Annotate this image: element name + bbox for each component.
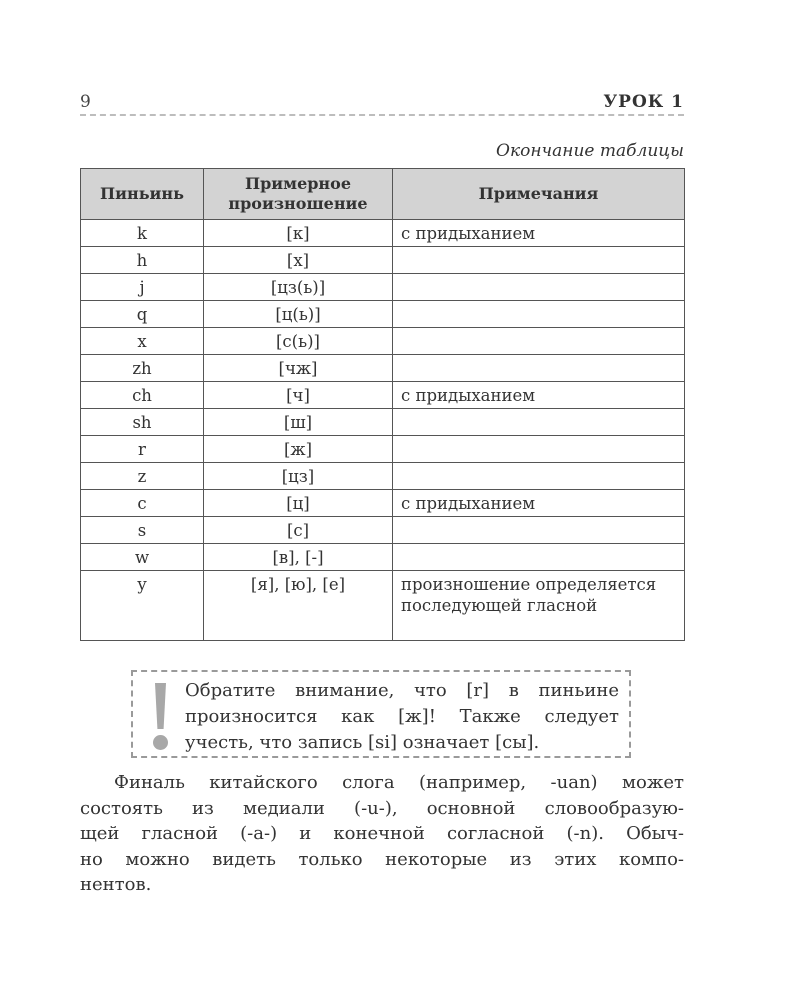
table-header-row xyxy=(81,169,685,220)
table-row xyxy=(81,301,685,328)
pronunciation-cell: [ж] xyxy=(204,436,393,463)
paragraph-line: но можно видеть только некоторые из этих компо- xyxy=(80,848,684,870)
pinyin-cell: zh xyxy=(81,355,204,382)
pinyin-cell: z xyxy=(81,463,204,490)
pronunciation-cell: [с] xyxy=(204,517,393,544)
pinyin-cell: j xyxy=(81,274,204,301)
pinyin-cell: h xyxy=(81,247,204,274)
table-row xyxy=(81,463,685,490)
note-cell xyxy=(393,409,685,436)
note-cell xyxy=(393,517,685,544)
table-row xyxy=(81,490,685,517)
pinyin-cell: r xyxy=(81,436,204,463)
note-line: учесть, что запись [si] означает [сы]. xyxy=(185,732,540,753)
table-row xyxy=(81,220,685,247)
note-cell: произношение определяется последующей гласной xyxy=(393,571,685,641)
note-cell xyxy=(393,328,685,355)
header-divider xyxy=(80,114,684,116)
attention-note xyxy=(131,670,631,758)
pronunciation-cell: [я], [ю], [е] xyxy=(204,571,393,641)
note-cell: с придыханием xyxy=(393,220,685,247)
pinyin-cell: k xyxy=(81,220,204,247)
table-caption: Окончание таблицы xyxy=(496,141,684,161)
table-row xyxy=(81,409,685,436)
pronunciation-cell: [с(ь)] xyxy=(204,328,393,355)
table-row xyxy=(81,328,685,355)
note-cell xyxy=(393,274,685,301)
note-line: произносится как [ж]! Также следует xyxy=(185,706,619,727)
table-row xyxy=(81,247,685,274)
pinyin-cell: s xyxy=(81,517,204,544)
table-row xyxy=(81,571,685,641)
pinyin-cell: ch xyxy=(81,382,204,409)
lesson-title: УРОК 1 xyxy=(603,92,684,112)
pinyin-cell: q xyxy=(81,301,204,328)
header-notes: Примечания xyxy=(393,169,685,220)
pronunciation-cell: [цз] xyxy=(204,463,393,490)
pronunciation-cell: [в], [-] xyxy=(204,544,393,571)
pinyin-table xyxy=(80,168,685,641)
pronunciation-cell: [ч] xyxy=(204,382,393,409)
note-cell: с придыханием xyxy=(393,490,685,517)
table-row xyxy=(81,382,685,409)
note-line: Обратите внимание, что [r] в пиньине xyxy=(185,680,619,701)
paragraph-line: нентов. xyxy=(80,874,152,895)
body-paragraph xyxy=(80,770,684,898)
note-cell xyxy=(393,463,685,490)
pronunciation-cell: [цз(ь)] xyxy=(204,274,393,301)
pronunciation-cell: [ц(ь)] xyxy=(204,301,393,328)
note-cell xyxy=(393,544,685,571)
pronunciation-cell: [чж] xyxy=(204,355,393,382)
pronunciation-cell: [х] xyxy=(204,247,393,274)
pinyin-cell: x xyxy=(81,328,204,355)
table-row xyxy=(81,544,685,571)
pinyin-cell: y xyxy=(81,571,204,641)
page-header xyxy=(80,90,684,116)
table-row xyxy=(81,517,685,544)
attention-note-text xyxy=(185,678,619,756)
paragraph-line: щей гласной (-a-) и конечной согласной (-n). Обыч- xyxy=(80,823,684,844)
pinyin-cell: c xyxy=(81,490,204,517)
note-cell xyxy=(393,355,685,382)
table-row xyxy=(81,355,685,382)
note-cell xyxy=(393,301,685,328)
note-cell xyxy=(393,247,685,274)
header-pronunciation: Примерное произношение xyxy=(204,169,393,220)
pronunciation-cell: [ш] xyxy=(204,409,393,436)
header-pinyin: Пиньинь xyxy=(81,169,204,220)
pinyin-cell: sh xyxy=(81,409,204,436)
paragraph-line: состоять из медиали (-u-), основной словообразую- xyxy=(80,797,684,819)
pronunciation-cell: [к] xyxy=(204,220,393,247)
table-row xyxy=(81,274,685,301)
pronunciation-cell: [ц] xyxy=(204,490,393,517)
note-cell xyxy=(393,436,685,463)
page-number: 9 xyxy=(80,92,91,112)
paragraph-line: Финаль китайского слога (например, -uan) может xyxy=(114,772,684,793)
table-row xyxy=(81,436,685,463)
note-cell: с придыханием xyxy=(393,382,685,409)
pinyin-cell: w xyxy=(81,544,204,571)
